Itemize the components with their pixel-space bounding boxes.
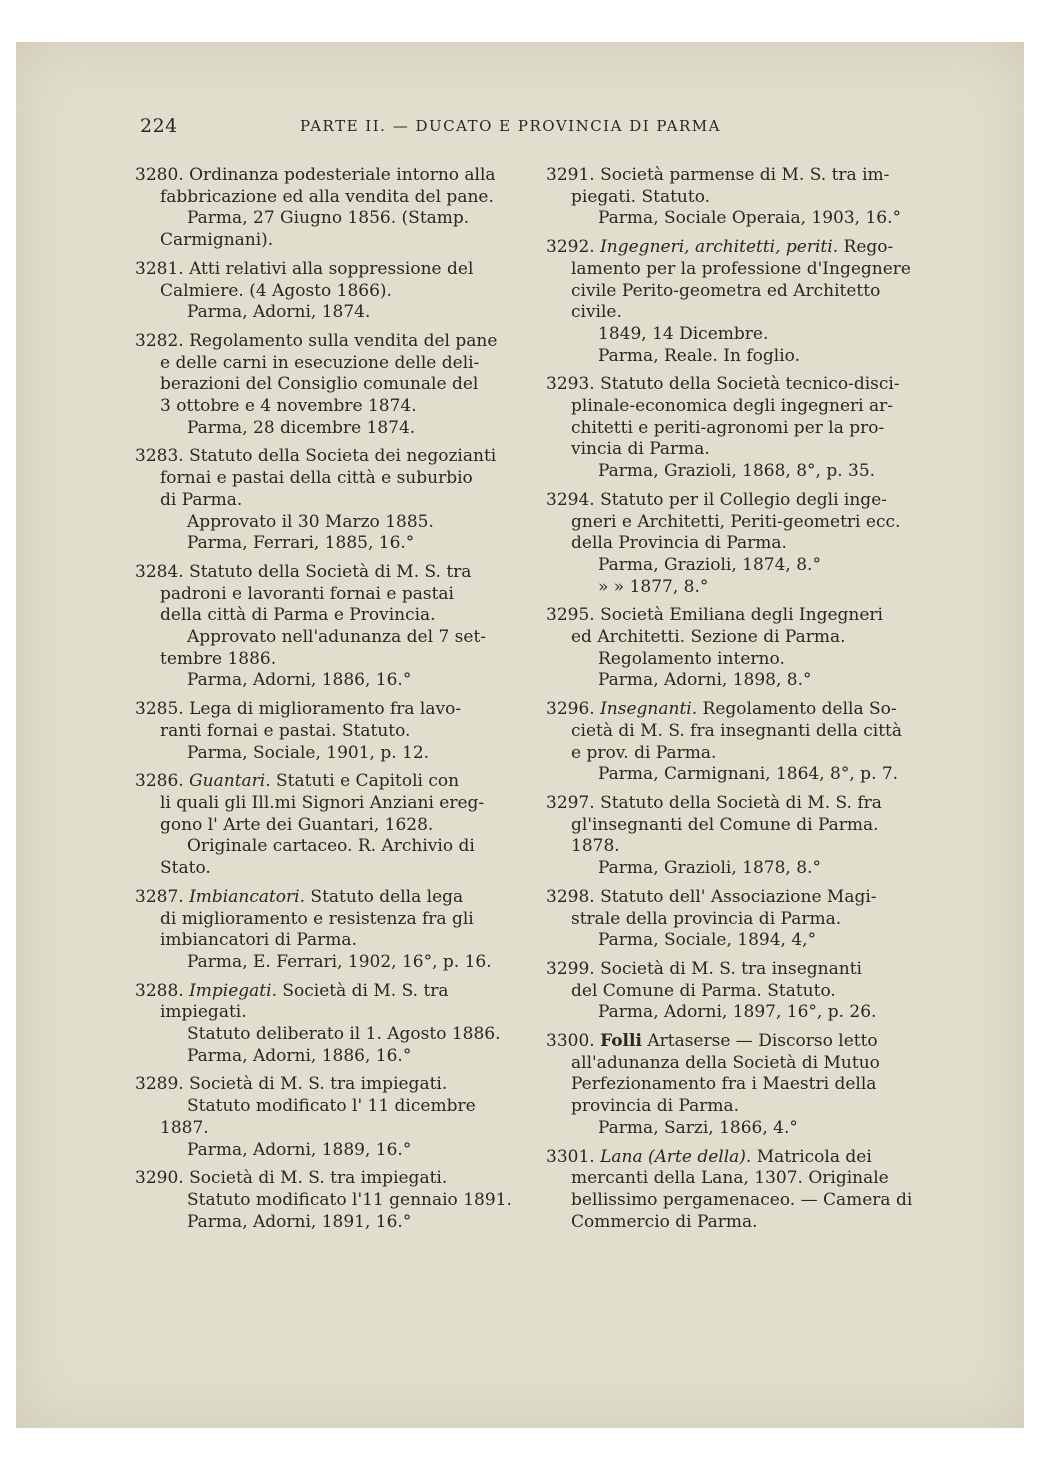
entry-line <box>135 649 527 671</box>
text-run: Originale cartaceo. R. Archivio di <box>187 836 475 857</box>
entry-line <box>546 555 930 577</box>
entry-line <box>135 512 527 534</box>
text-run: Statuti e Capitoli con <box>270 771 460 792</box>
entry-line <box>135 815 527 837</box>
catalog-entry <box>546 959 930 1024</box>
text-run: gono l' Arte dei Guantari, 1628. <box>160 814 434 835</box>
text-run: Parma, Adorni, 1889, 16.° <box>187 1139 412 1160</box>
text-run: Statuto modificato l'11 gennaio 1891. <box>187 1189 512 1210</box>
text-run: 3292. <box>546 237 601 258</box>
entry-line <box>546 1190 930 1212</box>
entry-line <box>546 1096 930 1118</box>
text-run: 3297. Statuto della Società di M. S. fra <box>546 792 882 813</box>
text-run: Impiegati. <box>189 980 277 1001</box>
text-run: Insegnanti. <box>600 699 698 720</box>
entry-line <box>546 374 930 396</box>
text-run: e prov. di Parma. <box>571 742 717 763</box>
entry-line <box>546 1002 930 1024</box>
entry-line <box>135 699 527 721</box>
catalog-entry <box>135 259 527 324</box>
text-run: 1849, 14 Dicembre. <box>598 323 769 344</box>
entry-line <box>135 1190 527 1212</box>
entry-line <box>546 605 930 627</box>
entry-line <box>546 743 930 765</box>
text-run: 3 ottobre e 4 novembre 1874. <box>160 396 417 417</box>
text-run: 3300. <box>546 1031 601 1052</box>
text-run: vincia di Parma. <box>571 439 710 460</box>
catalog-entry <box>546 165 930 230</box>
entry-line <box>135 1118 527 1140</box>
entry-line <box>546 815 930 837</box>
entry-line <box>546 461 930 483</box>
text-run: 3285. Lega di miglioramento fra lavo- <box>135 699 462 720</box>
entry-line <box>135 259 527 281</box>
text-run: Parma, Adorni, 1886, 16.° <box>187 1045 412 1066</box>
entry-line <box>135 396 527 418</box>
text-run: 3298. Statuto dell' Associazione Magi- <box>546 886 877 907</box>
entry-line <box>135 909 527 931</box>
text-run: di miglioramento e resistenza fra gli <box>160 908 474 929</box>
entry-line <box>546 281 930 303</box>
text-run: Parma, Grazioli, 1874, 8.° <box>598 554 821 575</box>
entry-line <box>135 605 527 627</box>
running-head: PARTE II. — DUCATO E PROVINCIA DI PARMA <box>300 117 721 135</box>
entry-line <box>546 237 930 259</box>
entry-line <box>546 1118 930 1140</box>
entry-line <box>546 836 930 858</box>
entry-line <box>546 324 930 346</box>
catalog-entry <box>135 1074 527 1161</box>
text-run: 1878. <box>571 836 620 857</box>
text-run: Parma, 28 dicembre 1874. <box>187 417 416 438</box>
entry-line <box>546 490 930 512</box>
text-run: Ingegneri, architetti, periti. <box>600 237 839 258</box>
entry-line <box>135 771 527 793</box>
text-run: Parma, Sociale, 1901, p. 12. <box>187 742 430 763</box>
entry-line <box>546 764 930 786</box>
entry-line <box>135 302 527 324</box>
text-run: impiegati. <box>160 1002 247 1023</box>
text-run: Parma, Sociale, 1894, 4,° <box>598 930 817 951</box>
text-run: 3288. <box>135 980 190 1001</box>
text-run: mercanti della Lana, 1307. Originale <box>571 1168 889 1189</box>
text-run: Parma, Adorni, 1874. <box>187 302 371 323</box>
catalog-entry <box>135 165 527 252</box>
entry-line <box>135 187 527 209</box>
catalog-entry <box>546 699 930 786</box>
entry-line <box>135 836 527 858</box>
text-run: Commercio di Parma. <box>571 1211 758 1232</box>
entry-line <box>546 187 930 209</box>
text-run: ed Architetti. Sezione di Parma. <box>571 627 846 648</box>
entry-line <box>546 577 930 599</box>
text-run: Parma, 27 Giugno 1856. (Stamp. <box>187 208 470 229</box>
catalog-entry <box>546 1147 930 1234</box>
text-run: 3294. Statuto per il Collegio degli inge- <box>546 489 887 510</box>
text-run: provincia di Parma. <box>571 1096 740 1117</box>
entry-line <box>546 1147 930 1169</box>
entry-line <box>135 858 527 880</box>
text-run: Parma, E. Ferrari, 1902, 16°, p. 16. <box>187 951 492 972</box>
text-run: plinale-economica degli ingegneri ar- <box>571 396 893 417</box>
catalog-entry <box>546 1031 930 1140</box>
catalog-entry <box>135 699 527 764</box>
text-run: Parma, Grazioli, 1868, 8°, p. 35. <box>598 461 876 482</box>
catalog-entry <box>135 446 527 555</box>
text-run: Parma, Adorni, 1897, 16°, p. 26. <box>598 1002 877 1023</box>
text-run: 3290. Società di M. S. tra impiegati. <box>135 1168 448 1189</box>
text-run: Statuto della lega <box>305 886 464 907</box>
catalog-entry <box>546 374 930 483</box>
entry-line <box>135 533 527 555</box>
entry-line <box>135 208 527 230</box>
text-run: tembre 1886. <box>160 648 277 669</box>
text-run: berazioni del Consiglio comunale del <box>160 374 479 395</box>
text-run: 3296. <box>546 699 601 720</box>
entry-line <box>135 230 527 252</box>
text-run: Matricola dei <box>751 1146 872 1167</box>
entry-line <box>135 1140 527 1162</box>
text-run: Parma, Sarzi, 1866, 4.° <box>598 1117 798 1138</box>
entry-line <box>546 909 930 931</box>
text-run: e delle carni in esecuzione delle deli- <box>160 352 480 373</box>
text-run: Parma, Adorni, 1886, 16.° <box>187 670 412 691</box>
entry-line <box>546 981 930 1003</box>
text-run: Calmiere. (4 Agosto 1866). <box>160 280 392 301</box>
text-run: imbiancatori di Parma. <box>160 930 357 951</box>
entry-line <box>135 1024 527 1046</box>
text-run: 3287. <box>135 886 190 907</box>
text-run: 3299. Società di M. S. tra insegnanti <box>546 958 862 979</box>
entry-line <box>135 1002 527 1024</box>
catalog-entry <box>546 605 930 692</box>
text-run: bellissimo pergamenaceo. — Camera di <box>571 1189 913 1210</box>
entry-line <box>546 208 930 230</box>
entry-line <box>135 981 527 1003</box>
entry-line <box>546 1168 930 1190</box>
entry-line <box>546 887 930 909</box>
text-run: Parma, Carmignani, 1864, 8°, p. 7. <box>598 764 899 785</box>
text-run: piegati. Statuto. <box>571 186 711 207</box>
text-run: Lana (Arte della). <box>600 1146 752 1167</box>
entry-line <box>546 649 930 671</box>
text-run: Imbiancatori. <box>189 886 306 907</box>
text-run: civile Perito-geometra ed Architetto <box>571 280 881 301</box>
catalog-entry <box>135 771 527 880</box>
entry-line <box>546 959 930 981</box>
text-run: del Comune di Parma. Statuto. <box>571 980 836 1001</box>
entry-line <box>135 446 527 468</box>
catalog-entry <box>135 562 527 692</box>
catalog-entry <box>546 490 930 599</box>
entry-line <box>546 699 930 721</box>
entry-line <box>546 930 930 952</box>
text-run: gl'insegnanti del Comune di Parma. <box>571 814 879 835</box>
text-run: 3281. Atti relativi alla soppressione del <box>135 258 474 279</box>
entry-line <box>546 1053 930 1075</box>
text-run: all'adunanza della Società di Mutuo <box>571 1052 880 1073</box>
entry-line <box>135 743 527 765</box>
left-column <box>135 165 527 1240</box>
text-run: li quali gli Ill.mi Signori Anziani ereg- <box>160 792 485 813</box>
page-number: 224 <box>140 115 178 137</box>
text-run: Approvato il 30 Marzo 1885. <box>187 511 434 532</box>
entry-line <box>135 562 527 584</box>
text-run: fornai e pastai della città e suburbio <box>160 468 473 489</box>
text-run: della città di Parma e Provincia. <box>160 605 436 626</box>
text-run: Regolamento interno. <box>598 648 785 669</box>
entry-line <box>135 584 527 606</box>
text-run: 3280. Ordinanza podesteriale intorno alla <box>135 165 496 185</box>
entry-line <box>135 353 527 375</box>
text-run: 3284. Statuto della Società di M. S. tra <box>135 561 472 582</box>
entry-line <box>546 1074 930 1096</box>
text-run: 3289. Società di M. S. tra impiegati. <box>135 1074 448 1095</box>
entry-line <box>546 346 930 368</box>
text-run: Parma, Ferrari, 1885, 16.° <box>187 533 415 554</box>
catalog-entry <box>135 887 527 974</box>
entry-line <box>135 1096 527 1118</box>
entry-line <box>135 281 527 303</box>
entry-line <box>135 930 527 952</box>
text-run: gneri e Architetti, Periti-geometri ecc. <box>571 511 901 532</box>
entry-line <box>546 627 930 649</box>
catalog-entry <box>546 793 930 880</box>
text-run: 3283. Statuto della Societa dei negozianti <box>135 446 497 467</box>
text-run: Regolamento della So- <box>697 699 897 720</box>
entry-line <box>546 721 930 743</box>
entry-line <box>546 793 930 815</box>
entry-line <box>135 670 527 692</box>
entry-line <box>135 374 527 396</box>
entry-line <box>135 627 527 649</box>
text-run: 3293. Statuto della Società tecnico-disci- <box>546 374 900 395</box>
text-run: Parma, Sociale Operaia, 1903, 16.° <box>598 208 902 229</box>
text-run: Statuto deliberato il 1. Agosto 1886. <box>187 1024 501 1045</box>
entry-line <box>135 793 527 815</box>
text-run: Carmignani). <box>160 230 274 251</box>
catalog-entry <box>546 887 930 952</box>
entry-line <box>546 396 930 418</box>
text-run: Statuto modificato l' 11 dicembre <box>187 1096 476 1117</box>
entry-line <box>546 533 930 555</box>
text-run: Società di M. S. tra <box>276 980 449 1001</box>
entry-line <box>546 858 930 880</box>
entry-line <box>135 490 527 512</box>
entry-line <box>135 721 527 743</box>
entry-line <box>546 512 930 534</box>
text-run: 3295. Società Emiliana degli Ingegneri <box>546 605 883 626</box>
entry-line <box>546 165 930 187</box>
entry-line <box>135 468 527 490</box>
text-run: strale della provincia di Parma. <box>571 908 842 929</box>
entry-line <box>546 1031 930 1053</box>
text-run: fabbricazione ed alla vendita del pane. <box>160 186 494 207</box>
text-run: di Parma. <box>160 489 243 510</box>
right-column <box>546 165 930 1240</box>
entry-line <box>546 302 930 324</box>
text-run: Parma, Reale. In foglio. <box>598 345 800 366</box>
entry-line <box>135 952 527 974</box>
text-run: Folli <box>600 1031 642 1052</box>
text-run: 1887. <box>160 1117 209 1138</box>
entry-line <box>135 1074 527 1096</box>
catalog-entry <box>135 981 527 1068</box>
text-run: 3286. <box>135 771 190 792</box>
entry-line <box>546 259 930 281</box>
entry-line <box>135 165 527 187</box>
text-run: Parma, Adorni, 1891, 16.° <box>187 1211 412 1232</box>
entry-line <box>546 418 930 440</box>
text-run: cietà di M. S. fra insegnanti della città <box>571 720 903 741</box>
entry-line <box>135 887 527 909</box>
text-run: Parma, Grazioli, 1878, 8.° <box>598 858 821 879</box>
text-run: Stato. <box>160 858 211 879</box>
entry-line <box>135 1046 527 1068</box>
entry-line <box>135 418 527 440</box>
text-run: Approvato nell'adunanza del 7 set- <box>187 627 487 648</box>
text-run: civile. <box>571 302 622 323</box>
text-run: Perfezionamento fra i Maestri della <box>571 1074 877 1095</box>
text-run: Guantari. <box>189 771 271 792</box>
text-run: Parma, Adorni, 1898, 8.° <box>598 670 812 691</box>
entry-line <box>546 670 930 692</box>
text-run: Artaserse — Discorso letto <box>641 1031 878 1052</box>
catalog-entry <box>135 1168 527 1233</box>
text-run: 3282. Regolamento sulla vendita del pane <box>135 330 498 351</box>
catalog-entry <box>135 331 527 440</box>
text-run: chitetti e periti-agronomi per la pro- <box>571 417 885 438</box>
text-run: ranti fornai e pastai. Statuto. <box>160 720 411 741</box>
text-run: » » 1877, 8.° <box>598 576 709 597</box>
entry-line <box>135 1168 527 1190</box>
catalog-entry <box>546 237 930 367</box>
text-run: 3301. <box>546 1146 601 1167</box>
text-run: 3291. Società parmense di M. S. tra im- <box>546 165 890 185</box>
entry-line <box>135 1212 527 1234</box>
text-run: Rego- <box>838 237 894 258</box>
text-run: lamento per la professione d'Ingegnere <box>571 258 911 279</box>
entry-line <box>546 1212 930 1234</box>
text-run: della Provincia di Parma. <box>571 533 787 554</box>
text-run: padroni e lavoranti fornai e pastai <box>160 583 454 604</box>
entry-line <box>546 439 930 461</box>
entry-line <box>135 331 527 353</box>
